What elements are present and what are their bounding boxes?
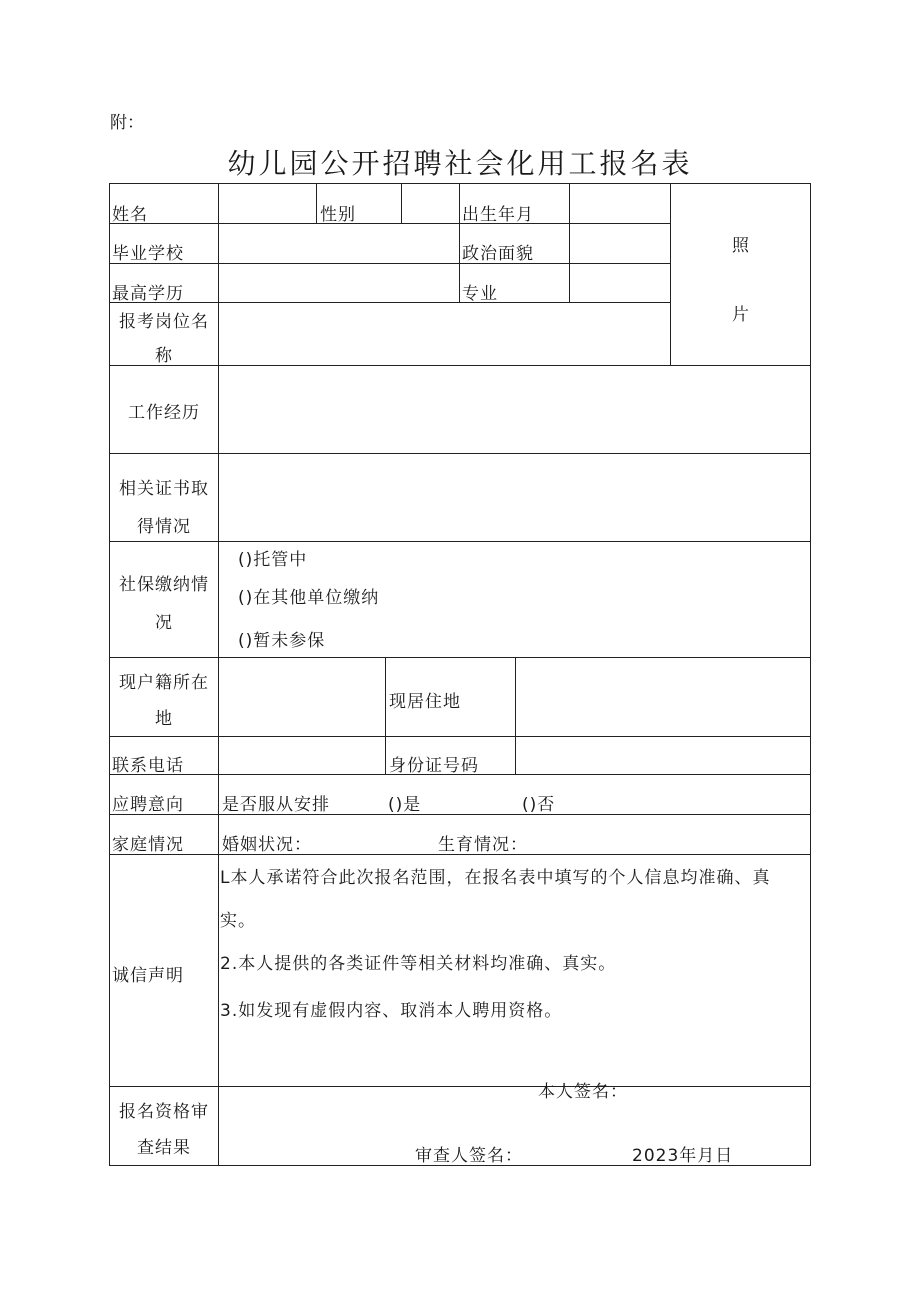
position-field[interactable] — [220, 304, 669, 364]
birth-field[interactable] — [571, 185, 669, 222]
photo-label-1: 照 — [732, 236, 750, 256]
intent-no-option[interactable]: ()否 — [522, 795, 556, 815]
birth-label: 出生年月 — [462, 205, 534, 225]
reviewer-signature-label: 审查人签名： — [415, 1146, 523, 1166]
family-label: 家庭情况 — [112, 835, 184, 855]
photo-label-2: 片 — [732, 305, 750, 325]
residence-field[interactable] — [517, 659, 809, 735]
education-label: 最高学历 — [112, 284, 184, 304]
intent-question: 是否服从安排 — [222, 795, 330, 815]
marriage-label: 婚姻状况： — [222, 835, 312, 855]
social-option-managed[interactable]: ()托管中 — [238, 550, 308, 570]
declaration-item-2: 2.本人提供的各类证件等相关材料均准确、真实。 — [220, 954, 617, 974]
photo-box[interactable] — [672, 185, 809, 364]
cert-label: 相关证书取得情况 — [119, 479, 209, 537]
gender-field[interactable] — [403, 185, 458, 222]
education-field[interactable] — [220, 265, 458, 301]
attachment-label: 附： — [110, 113, 144, 133]
phone-label: 联系电话 — [112, 756, 184, 776]
id-label: 身份证号码 — [389, 756, 479, 776]
position-label: 报考岗位名称 — [119, 312, 209, 366]
social-option-not-insured[interactable]: ()暂未参保 — [238, 631, 326, 651]
political-field[interactable] — [571, 225, 669, 262]
work-label: 工作经历 — [128, 403, 200, 423]
declaration-item-3: 3.如发现有虚假内容、取消本人聘用资格。 — [220, 1001, 563, 1021]
declaration-item-1: L本人承诺符合此次报名范围，在报名表中填写的个人信息均准确、真实。 — [220, 868, 771, 931]
id-field[interactable] — [517, 738, 809, 773]
school-label: 毕业学校 — [112, 244, 184, 264]
name-field[interactable] — [220, 185, 315, 222]
social-option-other-unit[interactable]: ()在其他单位缴纳 — [238, 588, 380, 608]
review-label: 报名资格审查结果 — [119, 1102, 209, 1158]
major-field[interactable] — [571, 265, 669, 301]
signature-clip — [220, 1077, 808, 1102]
signature-label: 本人签名： — [538, 1082, 628, 1102]
gender-label: 性别 — [320, 205, 356, 225]
intent-label: 应聘意向 — [112, 795, 184, 815]
major-label: 专业 — [462, 284, 498, 304]
school-field[interactable] — [220, 225, 458, 262]
hukou-label: 现户籍所在地 — [119, 673, 209, 729]
political-label: 政治面貌 — [462, 244, 534, 264]
work-field[interactable] — [220, 367, 809, 452]
social-label: 社保缴纳情况 — [119, 575, 209, 633]
residence-label: 现居住地 — [389, 692, 461, 712]
intent-yes-option[interactable]: ()是 — [388, 795, 422, 815]
phone-field[interactable] — [220, 738, 384, 773]
cert-field[interactable] — [220, 455, 809, 540]
review-date: 2023年月日 — [632, 1146, 734, 1166]
fertility-label: 生育情况： — [438, 835, 528, 855]
page-title: 幼儿园公开招聘社会化用工报名表 — [227, 147, 693, 180]
integrity-label: 诚信声明 — [112, 966, 184, 986]
name-label: 姓名 — [112, 205, 148, 225]
hukou-field[interactable] — [220, 659, 384, 735]
